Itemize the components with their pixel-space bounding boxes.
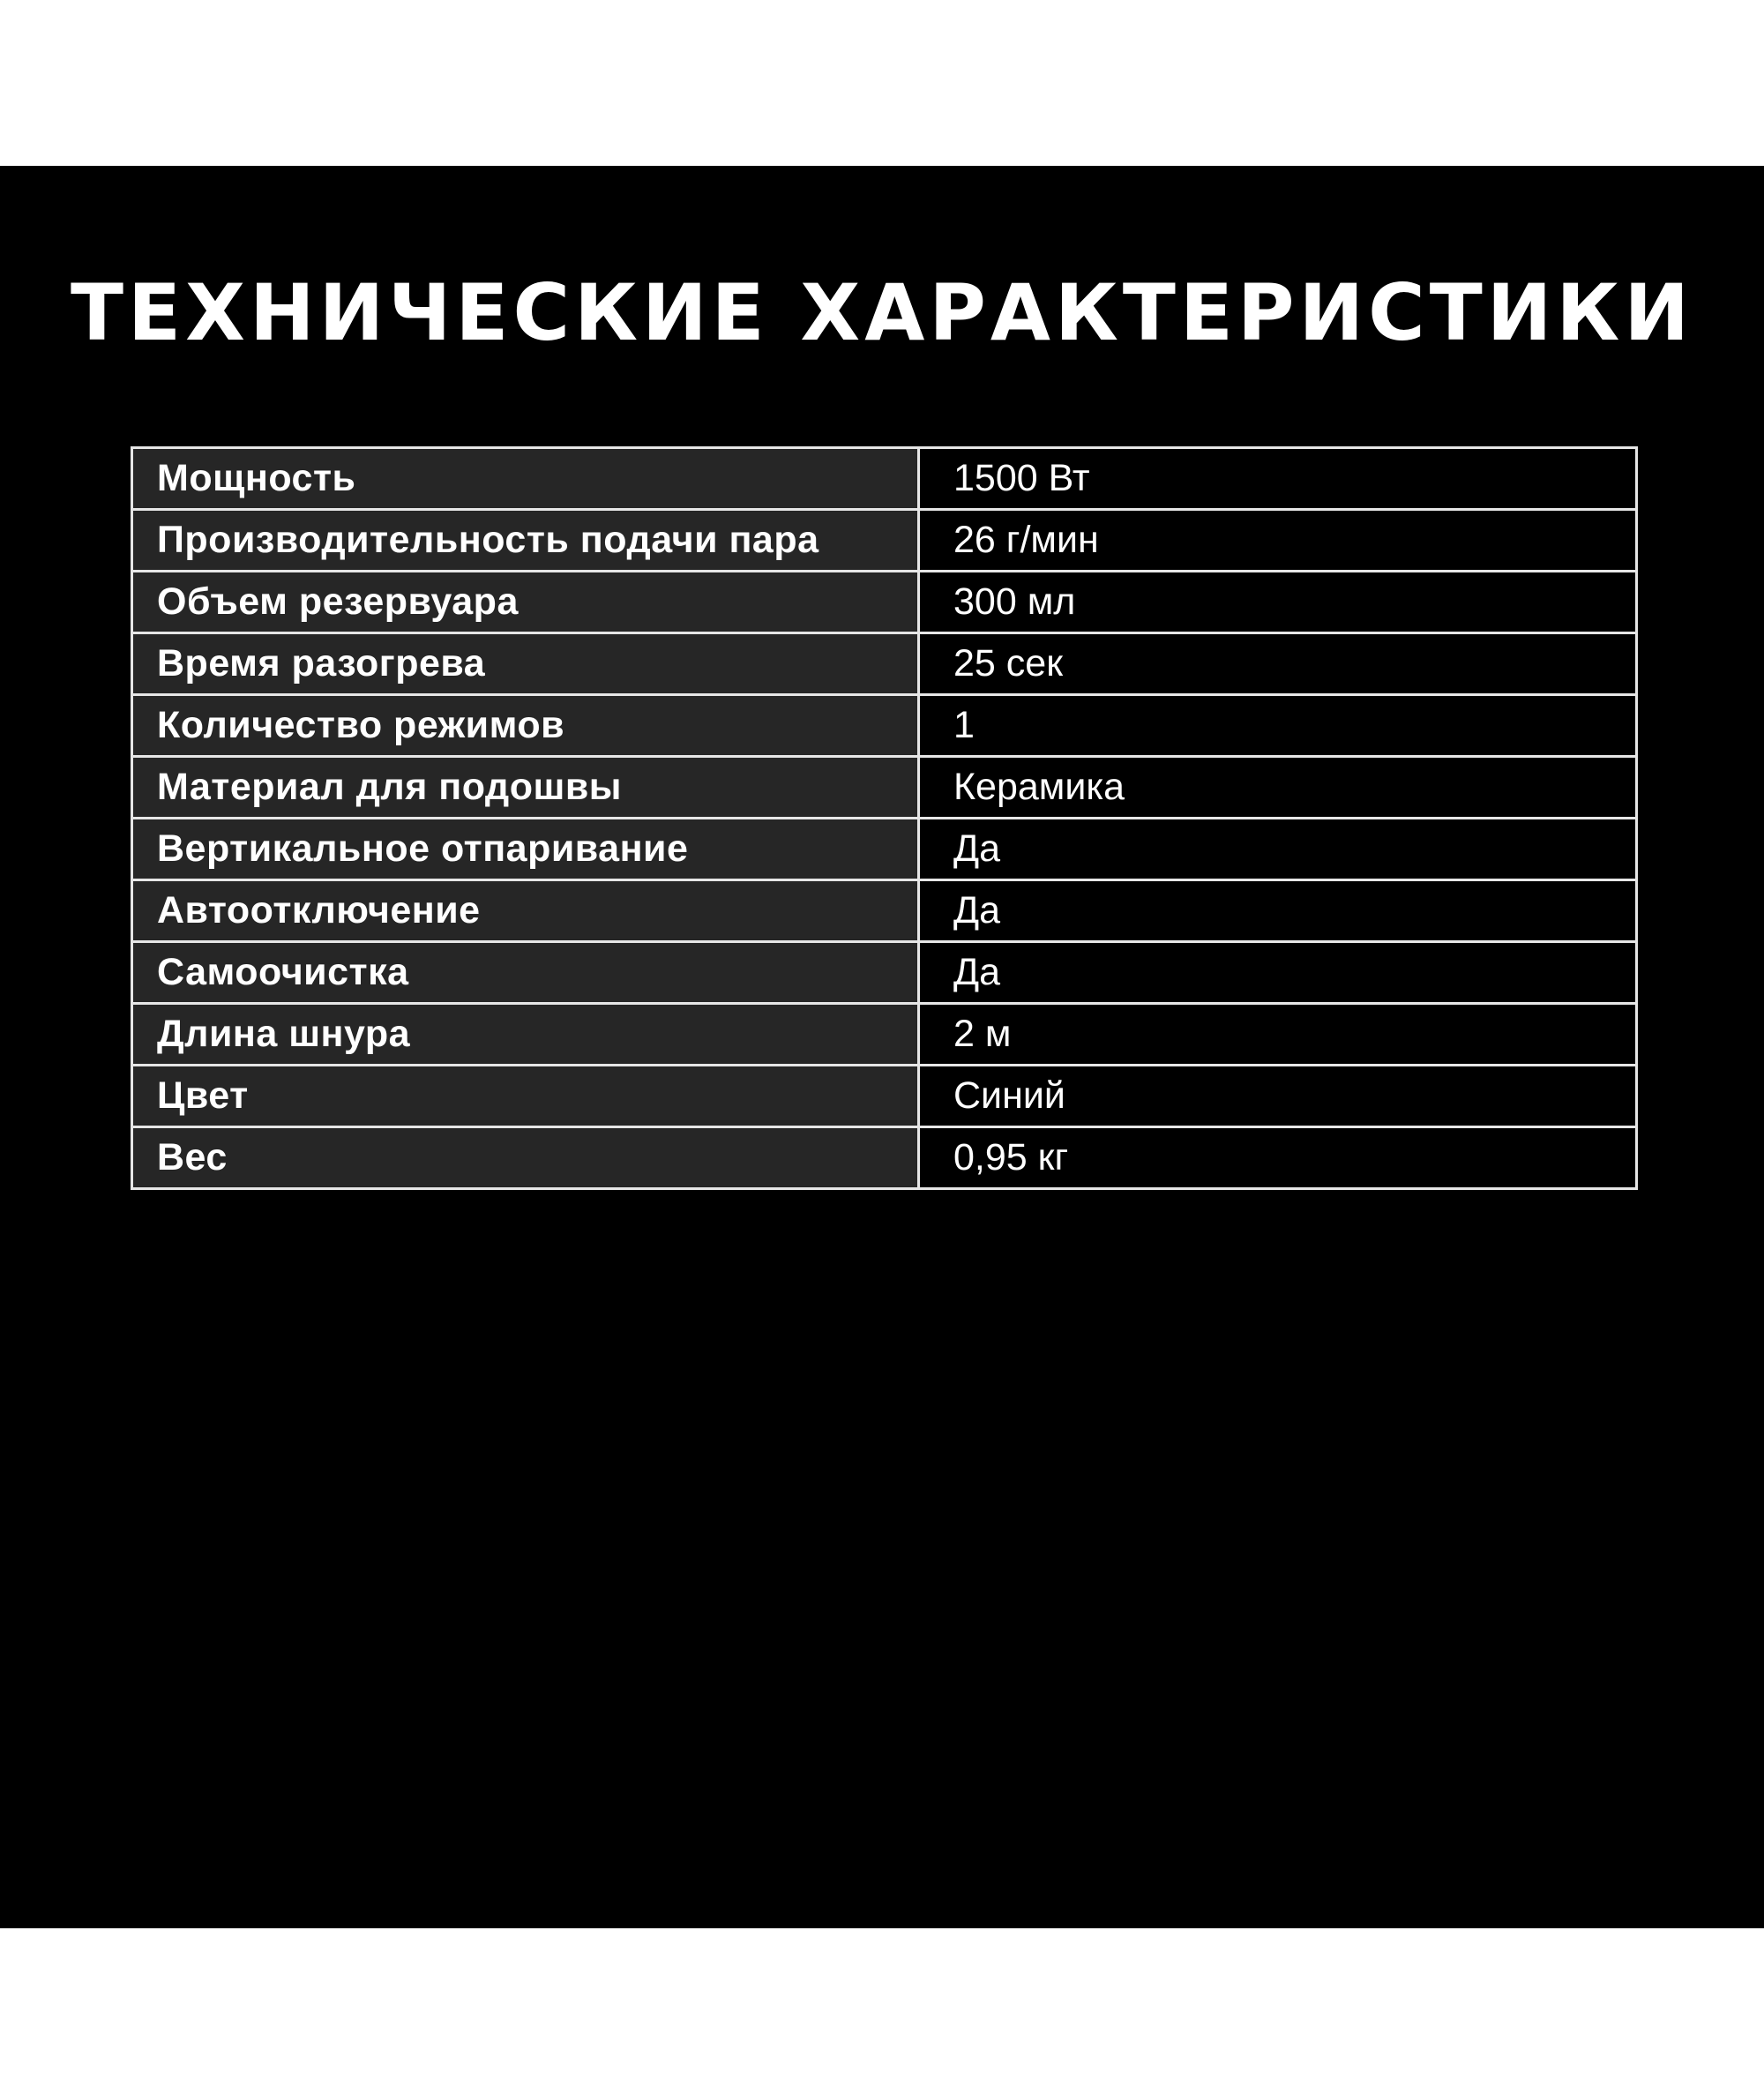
table-row bbox=[132, 695, 1637, 757]
spec-panel bbox=[0, 166, 1764, 1928]
spec-value: 25 сек bbox=[919, 633, 1637, 695]
spec-label: Производительность подачи пара bbox=[132, 510, 919, 572]
table-row bbox=[132, 942, 1637, 1004]
table-row bbox=[132, 572, 1637, 633]
spec-table bbox=[131, 446, 1638, 1190]
spec-label: Мощность bbox=[132, 448, 919, 510]
table-row bbox=[132, 1004, 1637, 1066]
spec-value: Да bbox=[919, 819, 1637, 880]
spec-label: Вес bbox=[132, 1127, 919, 1189]
spec-label: Вертикальное отпаривание bbox=[132, 819, 919, 880]
spec-value: 1 bbox=[919, 695, 1637, 757]
spec-label: Автоотключение bbox=[132, 880, 919, 942]
spec-value: 26 г/мин bbox=[919, 510, 1637, 572]
spec-value: 2 м bbox=[919, 1004, 1637, 1066]
table-row bbox=[132, 448, 1637, 510]
table-row bbox=[132, 757, 1637, 819]
spec-value: 300 мл bbox=[919, 572, 1637, 633]
table-row bbox=[132, 1066, 1637, 1127]
table-row bbox=[132, 510, 1637, 572]
spec-label: Цвет bbox=[132, 1066, 919, 1127]
spec-label: Объем резервуара bbox=[132, 572, 919, 633]
table-row bbox=[132, 880, 1637, 942]
spec-value: 1500 Вт bbox=[919, 448, 1637, 510]
spec-value: Керамика bbox=[919, 757, 1637, 819]
spec-label: Материал для подошвы bbox=[132, 757, 919, 819]
spec-label: Время разогрева bbox=[132, 633, 919, 695]
spec-label: Количество режимов bbox=[132, 695, 919, 757]
spec-value: 0,95 кг bbox=[919, 1127, 1637, 1189]
page-title: ТЕХНИЧЕСКИЕ ХАРАКТЕРИСТИКИ bbox=[70, 267, 1694, 358]
spec-value: Да bbox=[919, 880, 1637, 942]
table-row bbox=[132, 819, 1637, 880]
spec-label: Самоочистка bbox=[132, 942, 919, 1004]
spec-value: Синий bbox=[919, 1066, 1637, 1127]
spec-label: Длина шнура bbox=[132, 1004, 919, 1066]
table-row bbox=[132, 633, 1637, 695]
table-row bbox=[132, 1127, 1637, 1189]
spec-value: Да bbox=[919, 942, 1637, 1004]
